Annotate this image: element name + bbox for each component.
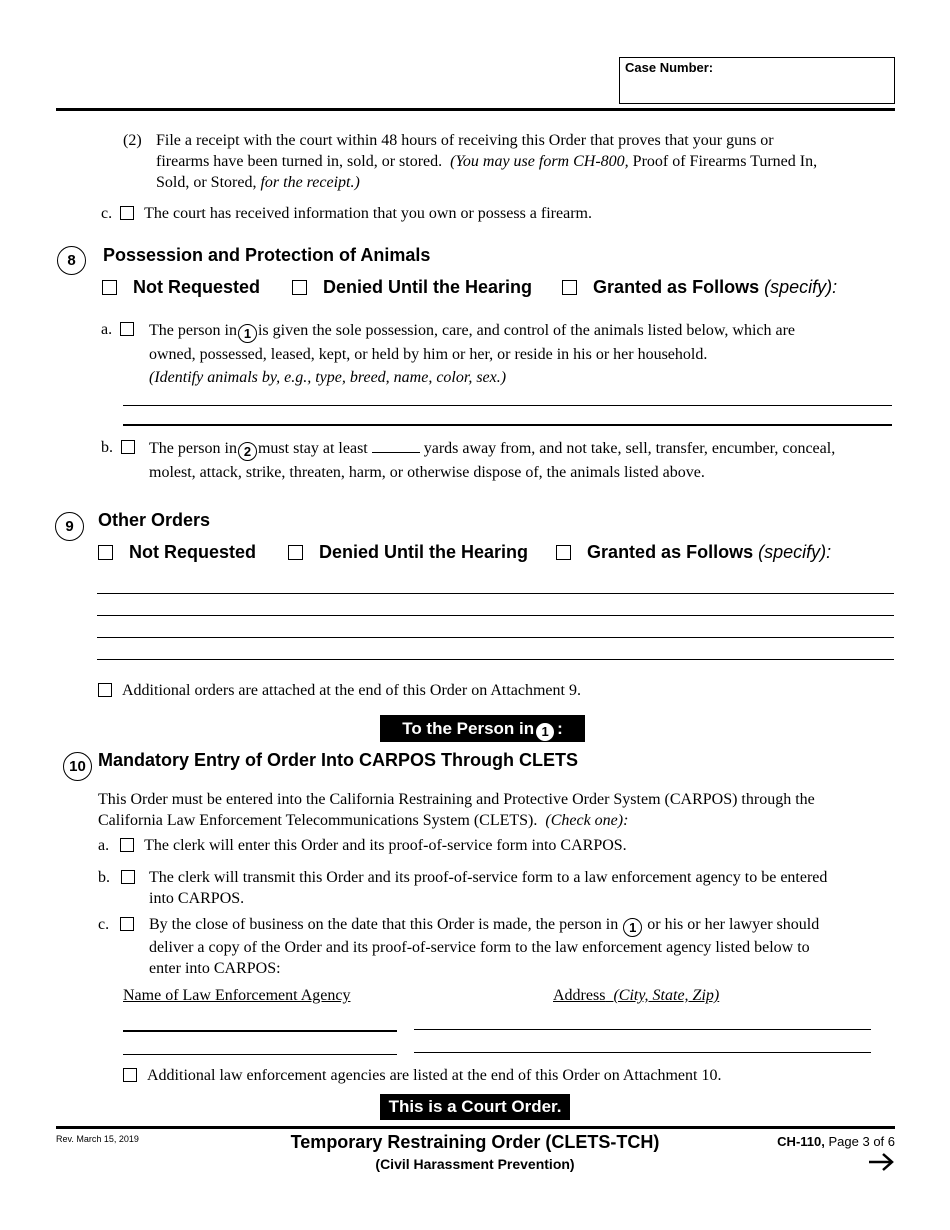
item8-a-line2: owned, possessed, leased, kept, or held by him or her, or reside in his or her household. xyxy=(149,346,708,363)
header-rule xyxy=(56,108,895,111)
item10-number-circle: 10 xyxy=(63,752,92,781)
footer-rev-date: Rev. March 15, 2019 xyxy=(56,1134,139,1144)
item10-b-letter: b. xyxy=(98,869,110,886)
item7-sub2-line2a: firearms have been turned in, sold, or stored. xyxy=(156,153,443,170)
item9-fill-line-2[interactable] xyxy=(97,615,894,616)
item10-b-checkbox[interactable] xyxy=(121,870,135,884)
item9-attach xyxy=(98,680,898,701)
item8-b-line1a: The person in xyxy=(149,440,237,457)
item8-b-line1b: must stay at least xyxy=(257,440,368,457)
item8-b-ref-circle: 2 xyxy=(238,442,257,461)
item7-sub2-number: (2) xyxy=(123,132,142,149)
item8-not-requested-label: Not Requested xyxy=(133,277,261,297)
item8-b-text xyxy=(149,437,909,484)
item7-sub2-line3 xyxy=(156,172,916,193)
item7-sub2-text xyxy=(156,130,916,193)
item7-sub2-line2 xyxy=(156,151,916,172)
item8-not-requested-checkbox[interactable] xyxy=(102,280,117,295)
item7-sub2-line3a: Sold, or Stored, xyxy=(156,174,257,191)
item7-c-letter: c. xyxy=(101,205,113,222)
item10-c-line1a: By the close of business on the date that this Order is made, the person in xyxy=(149,916,619,933)
case-number-label: Case Number: xyxy=(625,60,714,75)
item8-granted-text: Granted as Follows xyxy=(593,277,760,297)
item10-c-text xyxy=(149,914,909,979)
item7-c-text: The court has received information that you own or possess a firearm. xyxy=(144,205,592,222)
footer-form-title: Temporary Restraining Order (CLETS-TCH) xyxy=(290,1132,660,1152)
item10-c-line3: enter into CARPOS: xyxy=(149,960,281,977)
item10-c-ref-circle: 1 xyxy=(623,918,642,937)
arrow-right-icon[interactable] xyxy=(867,1152,895,1172)
item7-sub2-form-ref: (You may use form CH-800, xyxy=(450,153,629,170)
footer-page-info xyxy=(700,1134,895,1149)
item8-a-letter: a. xyxy=(101,321,113,338)
item10-c-line1 xyxy=(149,914,909,937)
agency-column-header: Name of Law Enforcement Agency xyxy=(123,987,351,1004)
footer-form-id: CH-110, xyxy=(777,1134,825,1149)
item7-sub2-line1: File a receipt with the court within 48 hours of receiving this Order that proves that your guns or xyxy=(156,132,774,149)
agency-name-line-2[interactable] xyxy=(123,1054,397,1055)
item8-denied-label: Denied Until the Hearing xyxy=(323,277,533,297)
item9-options xyxy=(98,542,898,563)
item10-b-line2: into CARPOS. xyxy=(149,890,245,907)
item8-a-hint: (Identify animals by, e.g., type, breed, name, color, sex.) xyxy=(149,369,507,386)
item8-a-fill-line-2[interactable] xyxy=(123,424,892,426)
item9-number-circle: 9 xyxy=(55,512,84,541)
item10-b-line1: The clerk will transmit this Order and its proof-of-service form to a law enforcement agency to be entered xyxy=(149,869,828,886)
agency-address-line-1[interactable] xyxy=(414,1029,871,1030)
item8-number-circle: 8 xyxy=(57,246,86,275)
item10-intro-check-one: (Check one): xyxy=(545,812,629,829)
item7-c xyxy=(101,203,901,224)
item7-sub2-form-title: Proof of Firearms Turned In, xyxy=(632,153,818,170)
agency-name-line-1[interactable] xyxy=(123,1030,397,1032)
item9-attach-text: Additional orders are attached at the end of this Order on Attachment 9. xyxy=(122,682,581,699)
item10-a-text: The clerk will enter this Order and its proof-of-service form into CARPOS. xyxy=(144,837,627,854)
item9-not-requested-checkbox[interactable] xyxy=(98,545,113,560)
item10-a-letter: a. xyxy=(98,837,110,854)
item10-title: Mandatory Entry of Order Into CARPOS Through CLETS xyxy=(98,750,579,770)
item9-granted-checkbox[interactable] xyxy=(556,545,571,560)
item10-intro xyxy=(98,789,908,831)
address-column-hint: (City, State, Zip) xyxy=(613,987,720,1004)
item10-attach xyxy=(123,1065,923,1086)
item7-sub2-line3b: for the receipt.) xyxy=(260,174,360,191)
item10-attach-checkbox[interactable] xyxy=(123,1068,137,1082)
item10-a-checkbox[interactable] xyxy=(120,838,134,852)
item8-granted-label xyxy=(593,277,837,297)
item8-b-line2: molest, attack, strike, threaten, harm, or otherwise dispose of, the animals listed above. xyxy=(149,464,705,481)
item9-title: Other Orders xyxy=(98,510,211,530)
item10-b xyxy=(98,867,138,888)
item8-b-yards-blank[interactable] xyxy=(372,439,420,453)
item9-granted-text: Granted as Follows xyxy=(587,542,754,562)
item8-a-checkbox[interactable] xyxy=(120,322,134,336)
item9-fill-line-3[interactable] xyxy=(97,637,894,638)
item10-a xyxy=(98,835,908,856)
court-order-banner: This is a Court Order. xyxy=(380,1094,570,1120)
item8-denied-checkbox[interactable] xyxy=(292,280,307,295)
item10-b-text xyxy=(149,867,909,909)
item8-b-letter: b. xyxy=(101,439,113,456)
item10-c-line2: deliver a copy of the Order and its proof-of-service form to the law enforcement agency listed below to xyxy=(149,939,810,956)
item8-a-line3 xyxy=(149,366,909,389)
item8-specify: (specify): xyxy=(764,277,838,297)
item8-b-line1 xyxy=(149,437,909,461)
item8-a-ref-circle: 1 xyxy=(238,324,257,343)
item8-title: Possession and Protection of Animals xyxy=(103,245,431,265)
item10-intro-line2a: California Law Enforcement Telecommunications System (CLETS). xyxy=(98,812,538,829)
agency-address-line-2[interactable] xyxy=(414,1052,871,1053)
banner-colon: : xyxy=(557,719,563,738)
item8-granted-checkbox[interactable] xyxy=(562,280,577,295)
item8-a-line1a: The person in xyxy=(149,322,237,339)
item8-a-line1 xyxy=(149,319,909,343)
item9-fill-line-1[interactable] xyxy=(97,593,894,594)
item7-c-checkbox[interactable] xyxy=(120,206,134,220)
item10-intro-line1: This Order must be entered into the California Restraining and Protective Order System (CARPOS) through the xyxy=(98,791,815,808)
case-number-box[interactable] xyxy=(619,57,895,104)
footer-form-subtitle: (Civil Harassment Prevention) xyxy=(375,1156,575,1172)
address-column-label: Address xyxy=(553,987,606,1004)
to-person-banner xyxy=(380,715,585,742)
item10-attach-text: Additional law enforcement agencies are listed at the end of this Order on Attachment 10. xyxy=(147,1067,722,1084)
item8-a-text xyxy=(149,319,909,389)
item8-options xyxy=(102,277,902,298)
item10-intro-line2 xyxy=(98,810,908,831)
item8-a-line1b: is given the sole possession, care, and control of the animals listed below, which are xyxy=(257,322,796,339)
item8-b-checkbox[interactable] xyxy=(121,440,135,454)
item9-specify: (specify): xyxy=(758,542,832,562)
item9-not-requested-label: Not Requested xyxy=(129,542,257,562)
item9-attach-checkbox[interactable] xyxy=(98,683,112,697)
banner-ref-circle: 1 xyxy=(536,723,554,741)
address-column-header xyxy=(553,985,719,1006)
item9-fill-line-4[interactable] xyxy=(97,659,894,660)
item10-c-letter: c. xyxy=(98,916,110,933)
item10-c-checkbox[interactable] xyxy=(120,917,134,931)
item10-c-line1b: or his or her lawyer should xyxy=(647,916,820,933)
item9-denied-checkbox[interactable] xyxy=(288,545,303,560)
footer-page-number: Page 3 of 6 xyxy=(828,1134,895,1149)
item8-a-fill-line-1[interactable] xyxy=(123,405,892,406)
item8-b-line1c: yards away from, and not take, sell, transfer, encumber, conceal, xyxy=(423,440,836,457)
item9-denied-label: Denied Until the Hearing xyxy=(319,542,529,562)
footer-rule xyxy=(56,1126,895,1129)
item10-c xyxy=(98,914,138,935)
item9-granted-label xyxy=(587,542,831,562)
banner-text: To the Person in xyxy=(402,719,535,738)
